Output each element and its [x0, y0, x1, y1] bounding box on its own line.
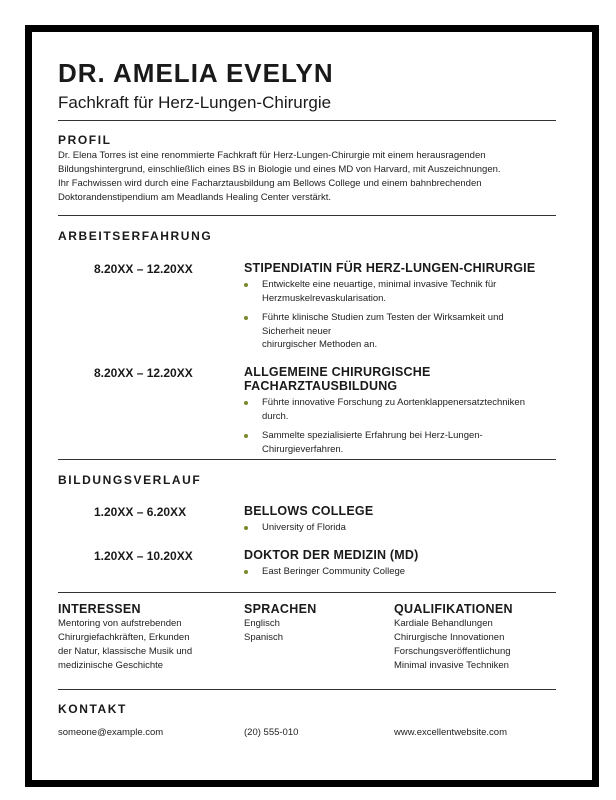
qualifications-section — [394, 602, 559, 673]
list-item — [244, 429, 564, 456]
bullet-icon — [244, 316, 248, 320]
list-item — [244, 396, 564, 423]
qualifications-text — [394, 617, 559, 673]
bullet-text: Sicherheit neuer — [262, 325, 332, 337]
profile-line: Doktorandenstipendium am Meadlands Healing Center verstärkt. — [58, 192, 331, 203]
list-item — [244, 311, 559, 352]
bullet-text: East Beringer Community College — [262, 566, 406, 577]
education-entry — [244, 504, 544, 541]
interests-line: medizinische Geschichte — [58, 660, 164, 671]
profile-heading: PROFIL — [58, 133, 112, 147]
experience-entry — [244, 261, 559, 358]
experience-dates: 8.20XX – 12.20XX — [94, 366, 193, 380]
bullet-text: Herzmuskelrevaskularisation. — [262, 292, 387, 304]
bullet-text: Führte klinische Studien zum Testen der Wirksamkeit und — [262, 312, 504, 323]
bullet-icon — [244, 401, 248, 405]
experience-role: ALLGEMEINE CHIRURGISCHE FACHARZTAUSBILDUNG — [244, 365, 431, 393]
divider — [58, 120, 556, 121]
divider — [58, 459, 556, 460]
divider — [58, 215, 556, 216]
bullet-text: Sammelte spezialisierte Erfahrung bei Herz-Lungen- — [262, 430, 483, 441]
profile-text — [58, 149, 558, 205]
bullet-icon — [244, 434, 248, 438]
education-bullets — [244, 565, 544, 579]
page-border — [25, 25, 599, 787]
interests-line: der Natur, klassische Musik und — [58, 646, 193, 657]
qualifications-heading: QUALIFIKATIONEN — [394, 602, 513, 616]
education-heading: BILDUNGSVERLAUF — [58, 473, 202, 487]
candidate-name: DR. AMELIA EVELYN — [58, 58, 334, 88]
education-school: BELLOWS COLLEGE — [244, 504, 374, 518]
bullet-text: durch. — [262, 410, 289, 422]
divider — [58, 592, 556, 593]
qualification-item: Minimal invasive Techniken — [394, 660, 509, 671]
contact-phone[interactable]: (20) 555-010 — [244, 727, 299, 738]
qualification-item: Chirurgische Innovationen — [394, 632, 505, 643]
bullet-text: Führte innovative Forschung zu Aortenklappenersatztechniken — [262, 397, 525, 408]
profile-line: Ihr Fachwissen wird durch eine Facharztausbildung am Bellows College und einem bahnbrechenden — [58, 178, 482, 189]
list-item — [244, 521, 544, 535]
languages-heading: SPRACHEN — [244, 602, 317, 616]
bullet-icon — [244, 526, 248, 530]
qualification-item: Forschungsveröffentlichung — [394, 646, 511, 657]
education-dates: 1.20XX – 10.20XX — [94, 549, 193, 563]
contact-email[interactable]: someone@example.com — [58, 727, 164, 738]
experience-role: STIPENDIATIN FÜR HERZ-LUNGEN-CHIRURGIE — [244, 261, 536, 275]
profile-line: Bildungshintergrund, einschließlich eines BS in Biologie und eines MD von Harvard, mit Auszeichnungen. — [58, 164, 501, 175]
resume — [58, 56, 556, 114]
bullet-text: Chirurgieverfahren. — [262, 443, 344, 455]
contact-heading: KONTAKT — [58, 702, 127, 716]
bullet-text: Entwickelte eine neuartige, minimal invasive Technik für — [262, 279, 497, 290]
divider — [58, 689, 556, 690]
candidate-title: Fachkraft für Herz-Lungen-Chirurgie — [58, 93, 332, 112]
education-entry — [244, 548, 544, 585]
languages-text — [244, 617, 384, 645]
language-item: Spanisch — [244, 632, 284, 643]
list-item — [244, 565, 544, 579]
interests-line: Mentoring von aufstrebenden — [58, 618, 182, 629]
experience-heading: ARBEITSERFAHRUNG — [58, 229, 213, 243]
interests-text — [58, 617, 228, 673]
interests-line: Chirurgiefachkräften, Erkunden — [58, 632, 190, 643]
profile-section — [58, 133, 558, 205]
education-school: DOKTOR DER MEDIZIN (MD) — [244, 548, 419, 562]
bullet-text: University of Florida — [262, 522, 346, 533]
bullet-text: chirurgischer Methoden an. — [262, 339, 378, 350]
profile-line: Dr. Elena Torres ist eine renommierte Fachkraft für Herz-Lungen-Chirurgie mit einem herausragenden — [58, 150, 486, 161]
qualification-item: Kardiale Behandlungen — [394, 618, 493, 629]
interests-section — [58, 602, 228, 673]
languages-section — [244, 602, 384, 645]
list-item — [244, 278, 559, 305]
experience-entry — [244, 365, 564, 462]
contact-website[interactable]: www.excellentwebsite.com — [394, 727, 507, 738]
experience-bullets — [244, 278, 559, 352]
interests-heading: INTERESSEN — [58, 602, 141, 616]
bullet-icon — [244, 570, 248, 574]
education-dates: 1.20XX – 6.20XX — [94, 505, 187, 519]
experience-dates: 8.20XX – 12.20XX — [94, 262, 193, 276]
experience-bullets — [244, 396, 564, 456]
bullet-icon — [244, 283, 248, 287]
language-item: Englisch — [244, 618, 280, 629]
education-bullets — [244, 521, 544, 535]
